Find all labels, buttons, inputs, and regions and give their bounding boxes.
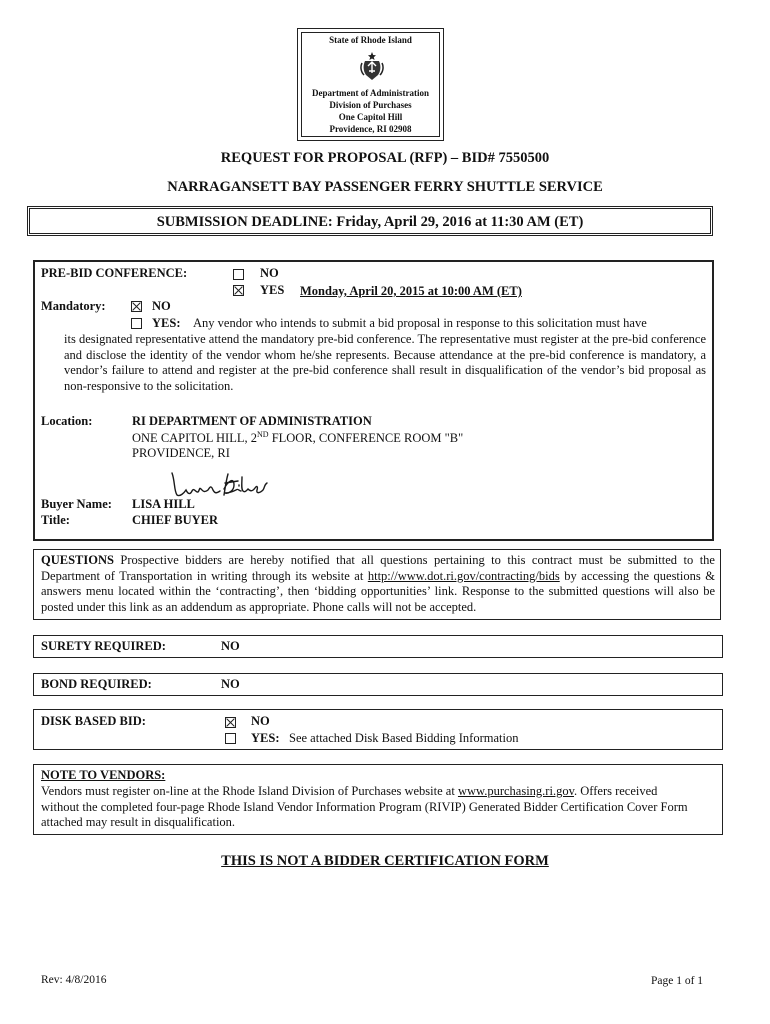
buyer-name: LISA HILL bbox=[132, 497, 195, 511]
note-label: NOTE TO VENDORS: bbox=[41, 768, 166, 782]
questions-link[interactable]: http://www.dot.ri.gov/contracting/bids bbox=[367, 568, 560, 583]
buyer-name-label: Buyer Name: bbox=[41, 497, 112, 511]
seal-division: Division of Purchases bbox=[329, 100, 412, 110]
disk-yes-label: YES: bbox=[251, 731, 280, 745]
surety-label: SURETY REQUIRED: bbox=[41, 639, 166, 653]
questions-text-b: by accessing the questions & answers menu located within the ‘contracting’, then ‘bidding opportunities’ link. Response to the submitted questions will also be posted under this link as an addendum as appropriate. Phone calls will not be accepted. bbox=[41, 568, 715, 614]
questions-label: QUESTIONS bbox=[41, 553, 114, 567]
bond-value: NO bbox=[221, 677, 240, 691]
note-link[interactable]: www.purchasing.ri.gov bbox=[457, 784, 575, 798]
surety-box bbox=[33, 635, 723, 658]
seal-box bbox=[297, 28, 444, 141]
buyer-title: CHIEF BUYER bbox=[132, 513, 219, 527]
disk-no-label: NO bbox=[251, 714, 270, 728]
disk-label: DISK BASED BID: bbox=[41, 714, 146, 728]
bond-box bbox=[33, 673, 723, 696]
note-text-a: Vendors must register on-line at the Rhode Island Division of Purchases website at bbox=[41, 784, 458, 798]
surety-value: NO bbox=[221, 639, 240, 653]
submission-deadline-box bbox=[27, 206, 713, 236]
mandatory-yes-checkbox[interactable] bbox=[131, 318, 142, 329]
location-line2 bbox=[132, 430, 463, 446]
mandatory-text-body: its designated representative attend the mandatory pre-bid conference. The representative must register at the pre-bid conference and disclose the identity of the vendor whom he/she represents. Because attendance at the pre-bid conference is mandatory, a vendor’s failure to attend and register at the pre-bid conference shall result in disqualification of the vendor’s bid proposal as non-responsive to the solicitation. bbox=[64, 332, 706, 393]
questions-box bbox=[33, 549, 721, 620]
disk-no-checkbox[interactable] bbox=[225, 717, 236, 728]
mandatory-no-checkbox[interactable] bbox=[131, 301, 142, 312]
note-text-b: . Offers received without the completed four-page Rhode Island Vendor Information Program (RIVIP) Generated Bidder Certification Cover Form attached may result in disqualification. bbox=[41, 784, 688, 829]
mandatory-text-line1: Any vendor who intends to submit a bid proposal in response to this solicitation must have bbox=[193, 316, 647, 330]
mandatory-no-label: NO bbox=[152, 299, 171, 313]
state-seal-icon bbox=[360, 51, 384, 81]
location-line2-part-a: ONE CAPITOL HILL, 2 bbox=[132, 431, 257, 446]
seal-state: State of Rhode Island bbox=[329, 35, 412, 45]
prebid-no-checkbox[interactable] bbox=[233, 269, 244, 280]
note-text bbox=[41, 784, 691, 831]
location-line3: PROVIDENCE, RI bbox=[132, 446, 230, 460]
questions-text bbox=[41, 553, 715, 615]
revision-date: Rev: 4/8/2016 bbox=[41, 974, 107, 986]
disk-based-box bbox=[33, 709, 723, 750]
mandatory-yes-label: YES: bbox=[152, 316, 181, 330]
prebid-yes-label: YES bbox=[260, 283, 285, 297]
disk-yes-text: See attached Disk Based Bidding Information bbox=[289, 731, 519, 745]
bond-label: BOND REQUIRED: bbox=[41, 677, 152, 691]
mandatory-label: Mandatory: bbox=[41, 299, 106, 313]
questions-text-a: Prospective bidders are hereby notified that all questions pertaining to this contract must be submitted to the Department of Transportation in writing through its website at bbox=[41, 553, 715, 583]
seal-inner-border bbox=[301, 32, 440, 137]
location-line2-sup: ND bbox=[257, 430, 269, 439]
prebid-label: PRE-BID CONFERENCE: bbox=[41, 266, 188, 280]
seal-dept: Department of Administration bbox=[312, 88, 429, 98]
seal-address2: Providence, RI 02908 bbox=[329, 124, 412, 134]
submission-deadline: SUBMISSION DEADLINE: Friday, April 29, 2016 at 11:30 AM (ET) bbox=[156, 214, 584, 230]
disk-yes-checkbox[interactable] bbox=[225, 733, 236, 744]
location-label: Location: bbox=[41, 414, 93, 428]
buyer-signature bbox=[168, 463, 273, 501]
location-line2-part-b: FLOOR, CONFERENCE ROOM "B" bbox=[268, 431, 464, 446]
prebid-yes-checkbox[interactable] bbox=[233, 285, 244, 296]
prebid-no-label: NO bbox=[260, 266, 279, 280]
rfp-title: REQUEST FOR PROPOSAL (RFP) – BID# 7550500 bbox=[220, 150, 550, 166]
page-number: Page 1 of 1 bbox=[651, 975, 704, 987]
not-certification-notice: THIS IS NOT A BIDDER CERTIFICATION FORM bbox=[221, 853, 549, 869]
prebid-date: Monday, April 20, 2015 at 10:00 AM (ET) bbox=[300, 284, 522, 298]
seal-address1: One Capitol Hill bbox=[338, 112, 403, 122]
note-box bbox=[33, 764, 723, 835]
location-line1: RI DEPARTMENT OF ADMINISTRATION bbox=[132, 414, 372, 428]
buyer-title-label: Title: bbox=[41, 513, 70, 527]
rfp-subtitle: NARRAGANSETT BAY PASSENGER FERRY SHUTTLE SERVICE bbox=[167, 179, 603, 195]
